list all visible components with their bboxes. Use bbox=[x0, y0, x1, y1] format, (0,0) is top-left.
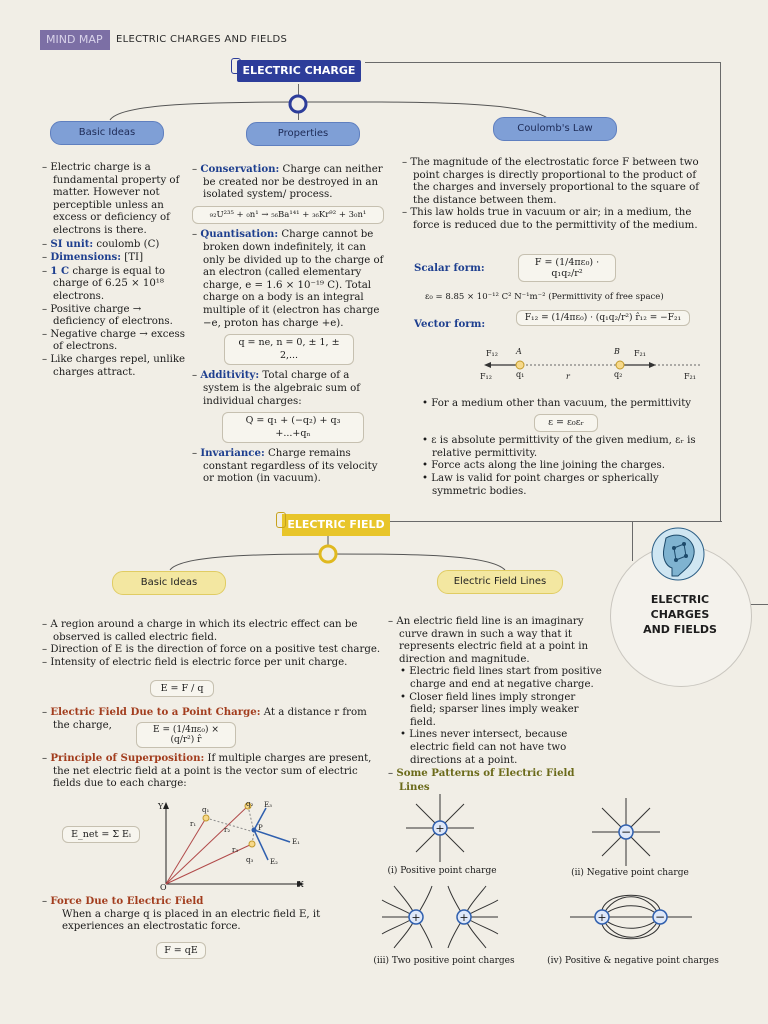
list-item: – 1 C charge is equal to charge of 6.25 × 10¹⁸ electrons. bbox=[42, 264, 165, 302]
caption-positive: (i) Positive point charge bbox=[387, 866, 497, 876]
svg-text:+: + bbox=[597, 911, 607, 924]
list-item: – Electric charge is a fundamental property of matter. However not perceptible unless an excess or deficiency of electrons is there. bbox=[42, 162, 180, 236]
list-item: • Closer field lines imply stronger field; sparser lines imply weaker field. bbox=[400, 691, 579, 728]
pin-icon bbox=[276, 512, 286, 528]
caption-negative: (ii) Negative point charge bbox=[571, 868, 689, 878]
list-item: • ε is absolute permittivity of the given medium, εᵣ is relative permittivity. bbox=[422, 435, 696, 459]
connector-line bbox=[365, 62, 721, 63]
svg-text:+: + bbox=[435, 822, 445, 835]
additivity-formula: Q = q₁ + (−q₂) + q₃ +...+qₙ bbox=[222, 412, 364, 443]
force-due-to-field: – Force Due to Electric Field When a charge q is placed in an electric field E, it experiences an electrostatic force. bbox=[42, 895, 372, 934]
label-q2: q₂ bbox=[614, 370, 623, 379]
force-formula: F = qE bbox=[156, 942, 206, 959]
superposition-formula: E_net = Σ Eᵢ bbox=[62, 826, 140, 843]
topic-title: ELECTRIC CHARGES AND FIELDS bbox=[643, 593, 717, 636]
label-a: A bbox=[516, 347, 522, 356]
header-title: ELECTRIC CHARGES AND FIELDS bbox=[116, 34, 288, 45]
page-header bbox=[40, 30, 730, 50]
pill-field-lines: Electric Field Lines bbox=[437, 570, 563, 594]
charge-properties bbox=[192, 163, 384, 486]
list-item: – Additivity: Total charge of a system is the algebraic sum of individual charges: bbox=[192, 369, 361, 407]
list-item: – The magnitude of the electrostatic force F between two point charges is directly proportional to the product of the charges and inversely proportional to the square of the distance between them. bbox=[402, 157, 700, 206]
coulomb-bullets bbox=[410, 398, 716, 498]
graph-x-label: X bbox=[298, 880, 304, 889]
connector-line bbox=[390, 521, 722, 522]
pill-coulombs-law: Coulomb's Law bbox=[493, 117, 617, 141]
coulombs-law bbox=[402, 157, 712, 233]
electric-field-banner: ELECTRIC FIELD bbox=[282, 514, 390, 536]
superposition-graph bbox=[150, 800, 310, 892]
caption-dipole: (iv) Positive & negative point charges bbox=[547, 956, 719, 966]
label-r: r bbox=[566, 372, 570, 381]
field-intensity-formula: E = F / q bbox=[150, 680, 214, 697]
list-item: – Force Due to Electric Field bbox=[42, 895, 204, 907]
pin-icon bbox=[231, 58, 241, 74]
dipole-pattern bbox=[566, 884, 696, 950]
graph-r2: r₂ bbox=[224, 826, 231, 834]
list-item: • For a medium other than vacuum, the permittivity bbox=[422, 398, 692, 409]
list-item: – Negative charge → excess of electrons. bbox=[42, 328, 185, 353]
caption-two-positive: (iii) Two positive point charges bbox=[373, 956, 515, 966]
list-item: – A region around a charge in which its electric effect can be observed is called electric field. bbox=[42, 619, 358, 643]
list-item: – Some Patterns of Electric Field Lines bbox=[388, 767, 575, 793]
scalar-form-label: Scalar form: bbox=[414, 262, 485, 274]
list-item: – Conservation: Charge can neither be created nor be destroyed in an isolated system/ process. bbox=[192, 163, 383, 201]
list-item: – Principle of Superposition: If multiple charges are present, the net electric field at a point is the vector sum of electric fields due to each charge: bbox=[42, 752, 372, 790]
graph-r3: r₃ bbox=[232, 846, 239, 854]
graph-e1: E₁ bbox=[292, 838, 300, 846]
label-q1: q₁ bbox=[516, 370, 525, 379]
positive-charge-pattern bbox=[404, 792, 476, 864]
connector-line bbox=[632, 521, 633, 561]
point-charge-formula: E = (1/4πε₀) × (q/r²) r̂ bbox=[136, 722, 236, 748]
mind-map-tag: MIND MAP bbox=[40, 30, 110, 50]
label-f21: F₂₁ bbox=[634, 349, 646, 358]
negative-charge-pattern bbox=[590, 796, 662, 868]
head-network-icon bbox=[650, 526, 706, 582]
graph-e2: E₂ bbox=[270, 858, 278, 866]
vector-formula: F₁₂ = (1/4πε₀) · (q₁q₂/r²) r̂₁₂ = −F₂₁ bbox=[516, 310, 690, 326]
svg-text:+: + bbox=[411, 911, 421, 924]
two-positive-pattern bbox=[380, 884, 500, 950]
graph-y-label: Y bbox=[158, 802, 164, 811]
list-item: – This law holds true in vacuum or air; in a medium, the force is reduced due to the permittivity of the medium. bbox=[402, 207, 698, 231]
label-f12: F₁₂ bbox=[486, 349, 498, 358]
label-f21-bottom: F₂₁ bbox=[684, 372, 696, 381]
list-item: • Lines never intersect, because electric field can not have two directions at a point. bbox=[400, 729, 568, 766]
pill-properties: Properties bbox=[246, 122, 360, 146]
charge-basic-ideas bbox=[42, 162, 190, 379]
conservation-formula: ₉₂U²³⁵ + ₀n¹ → ₅₆Ba¹⁴¹ + ₃₆Kr⁹² + 3₀n¹ bbox=[192, 206, 384, 225]
graph-q1: q₁ bbox=[202, 806, 210, 814]
electric-charge-banner: ELECTRIC CHARGE bbox=[237, 60, 361, 82]
list-item: – Invariance: Charge remains constant regardless of its velocity or motion (in vacuum). bbox=[192, 447, 378, 485]
field-basic-ideas bbox=[42, 619, 392, 669]
list-item: – SI unit: coulomb (C) bbox=[42, 237, 160, 250]
graph-p: P bbox=[258, 824, 263, 832]
list-item: – Intensity of electric field is electric force per unit charge. bbox=[42, 656, 348, 668]
connector-line bbox=[720, 62, 721, 522]
scalar-formula: F = (1/4πε₀) · q₁q₂/r² bbox=[518, 254, 616, 282]
list-item: • Electric field lines start from positive charge and end at negative charge. bbox=[400, 666, 602, 690]
list-item: – Positive charge → deficiency of electrons. bbox=[42, 303, 173, 328]
vector-form-label: Vector form: bbox=[414, 318, 486, 330]
superposition bbox=[42, 752, 382, 791]
list-item: – Electric Field Due to a Point Charge: At a distance r from the charge, bbox=[42, 706, 367, 731]
list-item: – Like charges repel, unlike charges attract. bbox=[42, 353, 186, 378]
graph-r1: r₁ bbox=[190, 820, 197, 828]
list-item: • Force acts along the line joining the charges. bbox=[422, 460, 665, 472]
label-b: B bbox=[614, 347, 620, 356]
svg-text:−: − bbox=[654, 910, 666, 924]
list-item: – Quantisation: Charge cannot be broken down indefinitely, it can only be divided up to the charge of an electron (called elementary charge, e = 1.6 × 10⁻¹⁹ C). Total charge on a body is an integral multiple of it (electron has charge −e, proton has charge +e). bbox=[192, 228, 384, 329]
graph-q2: q₂ bbox=[246, 800, 254, 808]
svg-text:+: + bbox=[459, 911, 469, 924]
list-item: • Law is valid for point charges or spherically symmetric bodies. bbox=[422, 472, 659, 497]
graph-q3: q₃ bbox=[246, 856, 254, 864]
label-f12-bottom: F₁₂ bbox=[480, 372, 492, 381]
list-item: – Dimensions: [TI] bbox=[42, 251, 144, 264]
list-item: – An electric field line is an imaginary curve drawn in such a way that it represents electric field at a point in direction and magnitude. bbox=[388, 616, 589, 665]
svg-text:−: − bbox=[620, 825, 632, 839]
pill-field-basic-ideas: Basic Ideas bbox=[112, 571, 226, 595]
graph-e3: E₃ bbox=[264, 801, 272, 809]
list-item: – Direction of E is the direction of force on a positive test charge. bbox=[42, 644, 381, 656]
pill-basic-ideas: Basic Ideas bbox=[50, 121, 164, 145]
permittivity-formula: ε = ε₀εᵣ bbox=[534, 414, 598, 433]
epsilon-line: ε₀ = 8.85 × 10⁻¹² C² N⁻¹m⁻² (Permittivity of free space) bbox=[425, 292, 664, 302]
field-lines-section bbox=[388, 616, 602, 794]
quantisation-formula: q = ne, n = 0, ± 1, ± 2,... bbox=[224, 334, 354, 365]
coulomb-force-diagram bbox=[470, 348, 720, 384]
graph-origin-label: O bbox=[160, 883, 167, 892]
